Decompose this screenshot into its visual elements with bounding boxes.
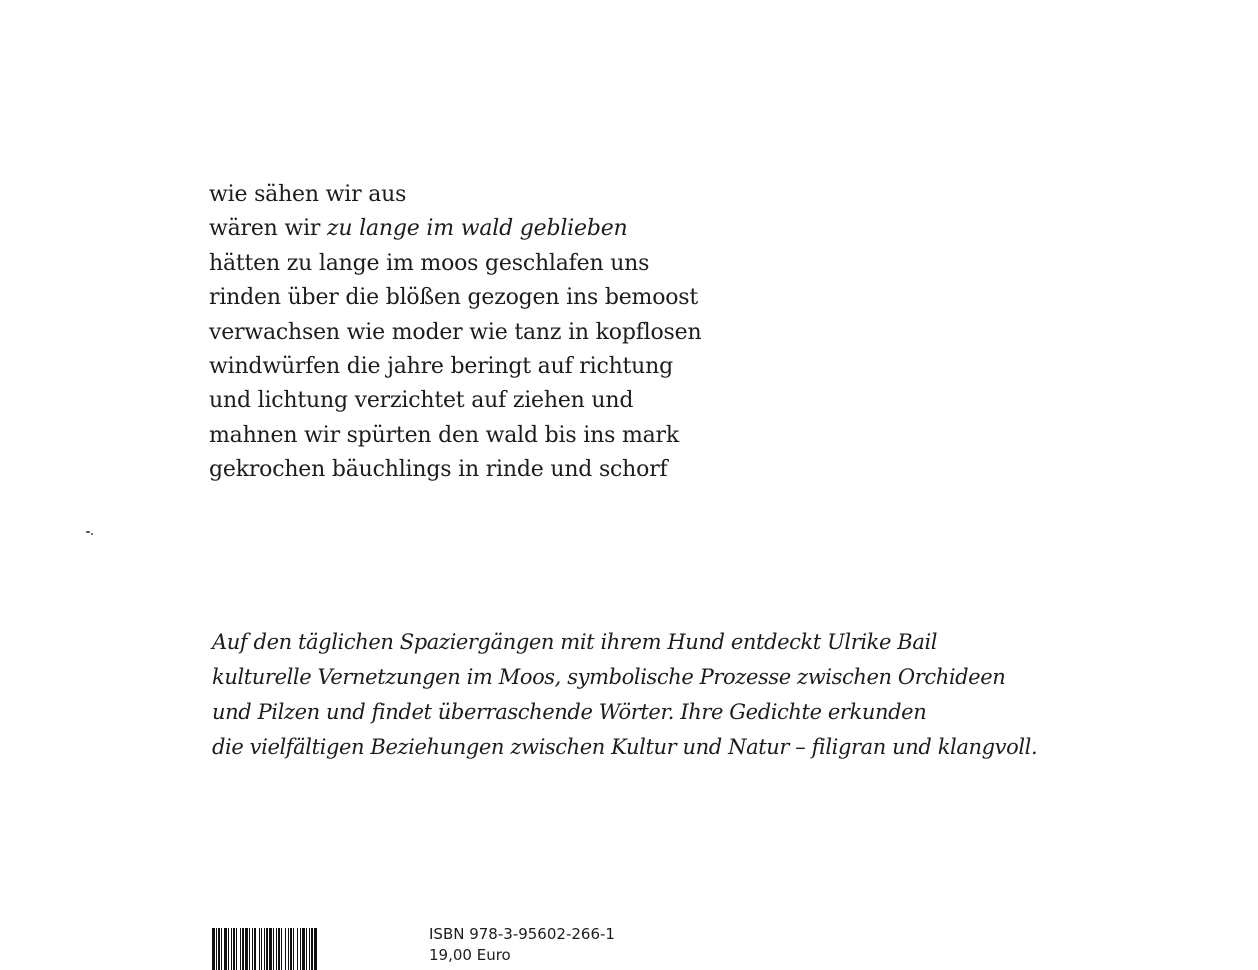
poem-line: rinden über die blößen gezogen ins bemoost [209, 285, 699, 311]
poem-line: verwachsen wie moder wie tanz in kopflosen [209, 319, 702, 345]
book-meta [429, 924, 615, 966]
blurb-line: und Pilzen und findet überraschende Wörter. Ihre Gedichte erkunden [212, 700, 927, 724]
poem-italic-phrase: zu lange im wald geblieben [327, 216, 628, 242]
poem-line: wie sähen wir aus [209, 182, 407, 207]
barcode [212, 928, 415, 970]
scan-speck [86, 531, 90, 533]
poem-line: windwürfen die jahre beringt auf richtung [209, 354, 673, 380]
blurb-line: Auf den täglichen Spaziergängen mit ihrem Hund entdeckt Ulrike Bail [212, 630, 938, 654]
poem-line: mahnen wir spürten den wald bis ins mark [209, 422, 679, 448]
blurb-line: kulturelle Vernetzungen im Moos, symbolische Prozesse zwischen Orchideen [212, 665, 1006, 689]
poem-excerpt [209, 178, 701, 488]
blurb-line: die vielfältigen Beziehungen zwischen Kultur und Natur – filigran und klangvoll. [212, 735, 1038, 759]
blurb-text [212, 625, 1037, 765]
poem-line: hätten zu lange im moos geschlafen uns [209, 250, 650, 276]
poem-line: und lichtung verzichtet auf ziehen und [209, 388, 634, 414]
poem-line: wären wir zu lange im wald geblieben [209, 216, 628, 242]
poem-line: gekrochen bäuchlings in rinde und schorf [209, 457, 668, 483]
barcode-gap [317, 928, 318, 970]
price-text: 19,00 Euro [429, 946, 511, 964]
scan-speck [91, 533, 93, 535]
isbn-text: ISBN 978-3-95602-266-1 [429, 925, 615, 943]
